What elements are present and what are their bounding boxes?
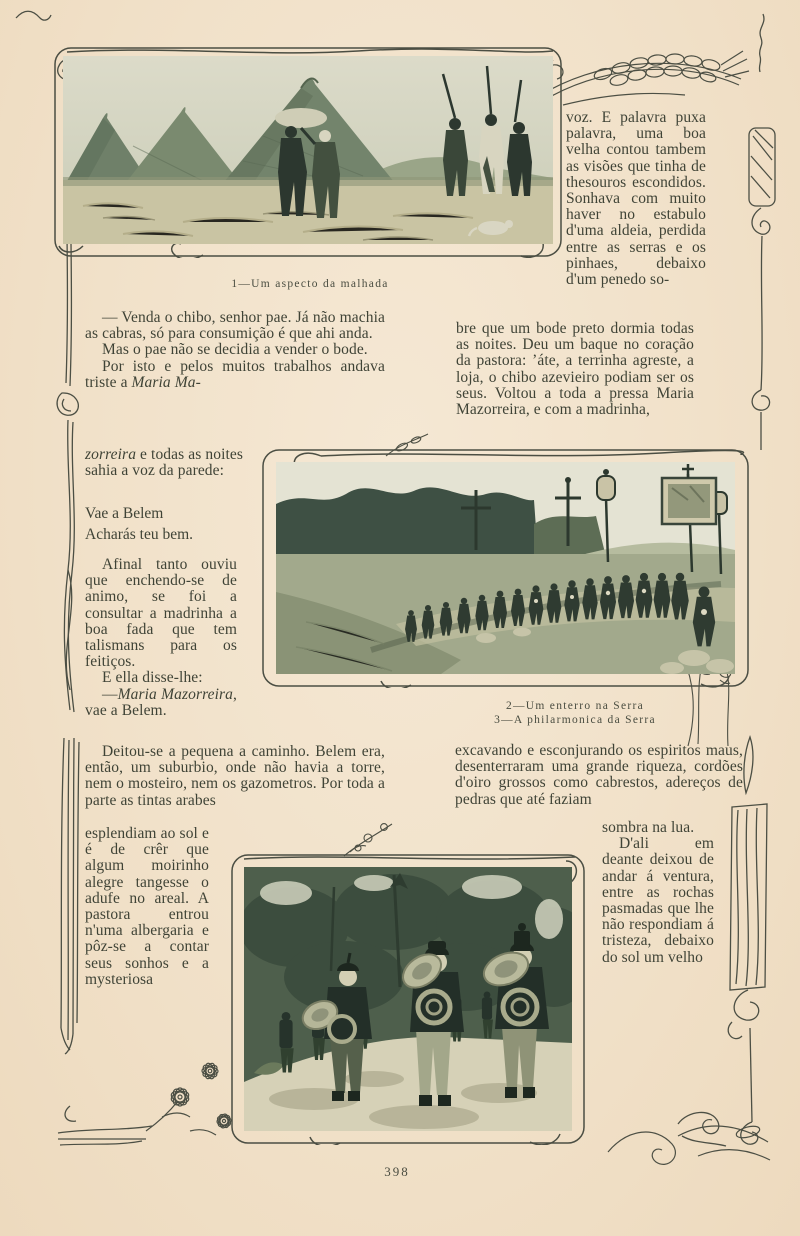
paragraph: — Venda o chibo, senhor pae. Já não machia as cabras, só para consumição é que ahi anda. [85, 309, 385, 343]
paragraph: Mas o pae não se decidia a vender o bode. [102, 341, 368, 359]
paragraph: zorreira e todas as noites sahia a voz da parede: [85, 446, 243, 480]
paragraph: —Maria Mazorreira, vae a Belem. [85, 685, 237, 719]
right-column-narrow-top [566, 110, 706, 288]
paragraph: voz. E palavra puxa palavra, uma boa velha contou tambem as visões que tinha de thesouros escondidos. Sonhava com muito haver no estabulo d'uma aldeia, perdida entre as serras e os pinhaes, debaixo d'um penedo so- [566, 109, 706, 289]
poem-line: Vae a Belem [85, 505, 164, 522]
poem-line: Acharás teu bem. [85, 526, 194, 543]
left-column-narrow-continuation [85, 447, 243, 479]
right-column-wide-bottom [455, 743, 743, 808]
paragraph: bre que um bode preto dormia todas as noites. Deu um baque no coração da pastora: ’áte, a terrinha agreste, a loja, o chibo azevieiro podiam ser os seus. Voltou a toda a pressa Maria Mazorreira, e com a madrinha, [456, 320, 694, 419]
paragraph: E ella disse-lhe: [102, 669, 203, 687]
left-column-wide-paragraph [85, 744, 385, 809]
bottom-left-flower-flourish [50, 1035, 260, 1160]
photo1-caption: 1—Um aspecto da malhada [231, 278, 389, 290]
left-column-paragraphs [85, 310, 385, 391]
photo-enterro [276, 462, 735, 674]
paragraph: esplendiam ao sol e é de crêr que algum moirinho alegre tangesse o adufe no areal. A pastora entrou n'uma albergaria e pôz-se a contar seus sonhos e a mysteriosa [85, 825, 209, 988]
photo-philarmonica [244, 867, 572, 1131]
photo-malhada [63, 56, 553, 244]
left-column-narrow-paragraphs [85, 557, 237, 719]
paragraph: D'ali em deante deixou de andar á ventura, entre as rochas pasmadas que lhe não respondiam á tristeza, debaixo do sol um velho [602, 835, 714, 966]
top-left-flourish-icon [12, 4, 56, 26]
paragraph: Por isto e pelos muitos trabalhos andava triste a Maria Ma- [85, 357, 385, 391]
right-column-wide-top [456, 321, 694, 418]
photo2-caption [445, 699, 705, 727]
right-border-ornament-top [725, 8, 795, 453]
paragraph: Deitou-se a pequena a caminho. Belem era, então, um suburbio, onde não havia a torre, nem o mosteiro, nem os gazometros. Por toda a parte as tintas arabes [85, 743, 385, 809]
page-number: 398 [384, 1164, 410, 1179]
photo3-caption-line: 3—A philarmonica da Serra [494, 714, 656, 726]
left-column-narrow-tail [85, 826, 209, 988]
paragraph: sombra na lua. [602, 819, 695, 836]
paragraph: Afinal tanto ouviu que enchendo-se de animo, se foi a consultar a madrinha a boa fada que tem talismans para os feitiços. [85, 556, 237, 671]
bottom-right-scroll-flourish [598, 1092, 793, 1172]
poem-couplet [85, 503, 255, 545]
photo2-caption-line1: 2—Um enterro na Serra [505, 700, 645, 712]
right-column-narrow-bottom [602, 820, 714, 966]
paragraph: excavando e esconjurando os espiritos maus, desenterraram uma grande riqueza, cordões d'oiro grossos como cabrestos, adereços de pedras que até faziam [455, 742, 743, 808]
